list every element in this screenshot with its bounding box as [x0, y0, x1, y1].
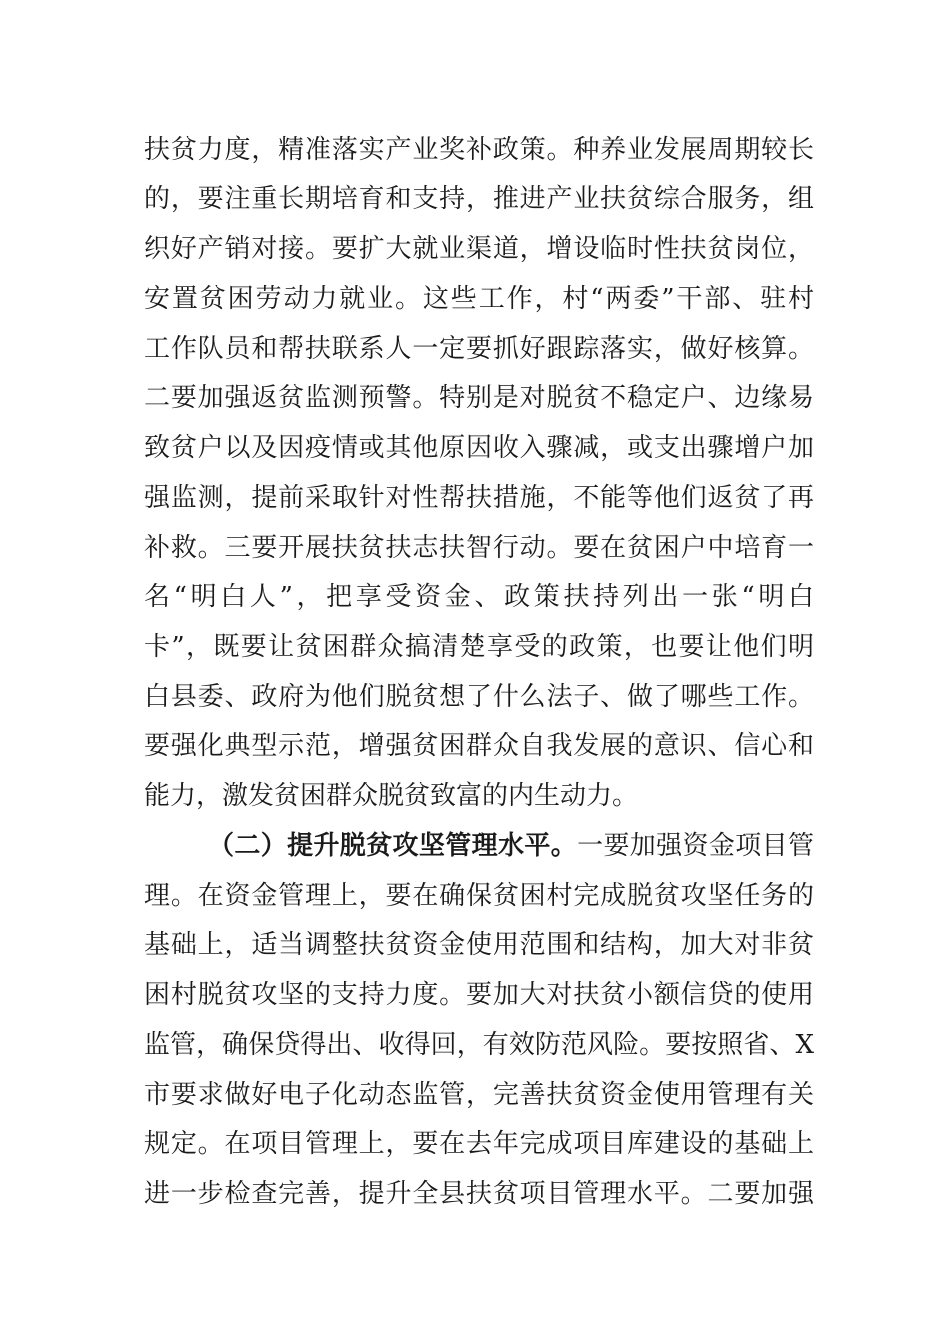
body-text-line: 规定。在项目管理上，要在去年完成项目库建设的基础上	[144, 1129, 814, 1159]
body-text-line: 致贫户以及因疫情或其他原因收入骤减，或支出骤增户加	[144, 433, 814, 463]
section-heading: （二）提升脱贫攻坚管理水平。	[208, 831, 578, 861]
body-text-line: 织好产销对接。要扩大就业渠道，增设临时性扶贫岗位，	[144, 234, 814, 264]
body-text-line: 卡”，既要让贫困群众搞清楚享受的政策，也要让他们明	[144, 632, 814, 662]
body-text-line: 市要求做好电子化动态监管，完善扶贫资金使用管理有关	[144, 1080, 814, 1110]
body-text-line: 安置贫困劳动力就业。这些工作，村“两委”干部、驻村	[144, 284, 814, 314]
body-text-line: 基础上，适当调整扶贫资金使用范围和结构，加大对非贫	[144, 930, 814, 960]
body-text-line: 扶贫力度，精准落实产业奖补政策。种养业发展周期较长	[144, 135, 814, 165]
section-heading-line	[208, 829, 814, 863]
body-text-line: 的，要注重长期培育和支持，推进产业扶贫综合服务，组	[144, 184, 814, 214]
body-text-line: 二要加强返贫监测预警。特别是对脱贫不稳定户、边缘易	[144, 383, 814, 413]
body-text-line: 困村脱贫攻坚的支持力度。要加大对扶贫小额信贷的使用	[144, 980, 814, 1010]
body-text-line: 能力，激发贫困群众脱贫致富的内生动力。	[144, 781, 639, 811]
body-text-line: 名“明白人”，把享受资金、政策扶持列出一张“明白	[144, 582, 814, 612]
body-text-line: 要强化典型示范，增强贫困群众自我发展的意识、信心和	[144, 731, 814, 761]
body-text-line: 监管，确保贷得出、收得回，有效防范风险。要按照省、X	[144, 1030, 814, 1060]
body-text-line: 理。在资金管理上，要在确保贫困村完成脱贫攻坚任务的	[144, 881, 814, 911]
body-text-line: 补救。三要开展扶贫扶志扶智行动。要在贫困户中培育一	[144, 533, 814, 563]
body-text-line: 强监测，提前采取针对性帮扶措施，不能等他们返贫了再	[144, 483, 814, 513]
body-text-line: 进一步检查完善，提升全县扶贫项目管理水平。二要加强	[144, 1179, 814, 1209]
body-text-line: 工作队员和帮扶联系人一定要抓好跟踪落实，做好核算。	[144, 334, 814, 364]
section-heading-continuation: 一要加强资金项目管	[577, 831, 814, 861]
body-text-line: 白县委、政府为他们脱贫想了什么法子、做了哪些工作。	[144, 682, 814, 712]
